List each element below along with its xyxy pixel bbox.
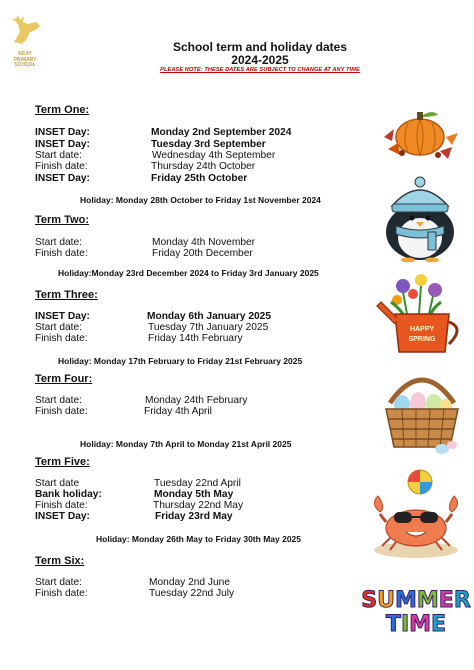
row-label: Start date: — [35, 577, 83, 588]
row-value: Monday 2nd June — [149, 577, 230, 588]
term-five-heading: Term Five: — [35, 456, 90, 468]
term-row — [35, 237, 256, 249]
term-two-heading: Term Two: — [35, 214, 89, 226]
term-row — [35, 322, 269, 334]
holiday-line: Holiday: Monday 17th February to Friday 21st February 2025 — [58, 356, 303, 366]
change-notice: PLEASE NOTE: THESE DATES ARE SUBJECT TO CHANGE AT ANY TIME — [160, 67, 360, 73]
term-three-heading: Term Three: — [35, 289, 98, 301]
term-row — [35, 489, 234, 501]
wordart-letter: S — [361, 588, 378, 613]
logo-line: PRIMARY — [13, 56, 37, 63]
term-one-heading: Term One: — [35, 104, 90, 116]
row-value: Monday 2nd September 2024 — [151, 127, 292, 138]
spring-watering-can-icon — [373, 272, 463, 358]
wordart-letter: U — [377, 588, 395, 613]
term-row — [35, 248, 253, 260]
term-row — [35, 333, 243, 345]
wordart-letter: T — [385, 612, 401, 637]
wordart-letter: E — [438, 588, 454, 613]
holiday-line: Holiday: Monday 7th April to Monday 21st April 2025 — [80, 439, 292, 449]
summer-time-wordart — [361, 588, 471, 638]
summer-crab-icon — [368, 466, 464, 560]
row-label: Start date — [35, 478, 80, 489]
time-word — [366, 612, 466, 638]
row-label: Finish date: — [35, 588, 88, 599]
row-value: Monday 24th February — [145, 395, 248, 406]
row-label: Start date: — [35, 150, 83, 161]
term-row — [35, 173, 248, 185]
row-value: Friday 4th April — [144, 406, 212, 417]
row-value: Tuesday 3rd September — [151, 139, 266, 150]
wordart-letter: E — [431, 612, 447, 637]
row-value: Monday 4th November — [152, 237, 256, 248]
easter-basket-icon — [382, 367, 462, 455]
row-value: Thursday 24th October — [151, 161, 256, 172]
wordart-letter: M — [394, 588, 417, 613]
row-label: Finish date: — [35, 333, 88, 344]
row-value: Tuesday 7th January 2025 — [148, 322, 269, 333]
term-row — [35, 511, 233, 523]
row-label: Start date: — [35, 395, 83, 406]
term-row — [35, 478, 241, 490]
row-label: Bank holiday: — [35, 489, 102, 500]
term-six-heading: Term Six: — [35, 555, 85, 567]
row-label: INSET Day: — [35, 311, 90, 322]
term-row — [35, 139, 266, 151]
autumn-pumpkin-icon — [378, 103, 464, 163]
wordart-letter: M — [409, 612, 432, 637]
term-row — [35, 311, 271, 323]
row-label: Finish date: — [35, 248, 88, 259]
row-value: Friday 14th February — [148, 333, 243, 344]
row-label: Start date: — [35, 237, 83, 248]
row-value: Friday 20th December — [152, 248, 253, 259]
winter-penguin-icon — [378, 176, 462, 262]
logo-line: REAY — [18, 51, 32, 57]
row-value: Tuesday 22nd July — [149, 588, 235, 599]
row-value: Monday 5th May — [154, 489, 234, 500]
term-row — [35, 395, 248, 407]
summer-word — [361, 588, 471, 614]
row-value: Wednesday 4th September — [152, 150, 276, 161]
row-label: Finish date: — [35, 161, 88, 172]
page-title: School term and holiday dates — [172, 40, 348, 54]
spring-sign-line: SPRING — [408, 336, 436, 343]
row-label: Finish date: — [35, 500, 88, 511]
logo-text — [10, 52, 40, 69]
term-row — [35, 577, 230, 589]
deer-logo-icon — [6, 10, 46, 50]
term-row — [35, 161, 256, 173]
wordart-letter: R — [453, 588, 471, 613]
spring-sign-line: HAPPY — [409, 326, 435, 333]
wordart-letter: M — [416, 588, 439, 613]
row-label: INSET Day: — [35, 139, 90, 150]
holiday-line: Holiday: Monday 28th October to Friday 1st November 2024 — [80, 195, 321, 205]
row-label: INSET Day: — [35, 127, 90, 138]
term-row — [35, 588, 235, 600]
term-row — [35, 150, 276, 162]
holiday-line: Holiday: Monday 26th May to Friday 30th May 2025 — [96, 534, 302, 544]
row-label: INSET Day: — [35, 511, 90, 522]
row-label: Finish date: — [35, 406, 88, 417]
row-value: Friday 25th October — [151, 173, 248, 184]
term-row — [35, 406, 212, 418]
row-value: Monday 6th January 2025 — [147, 311, 271, 322]
term-four-heading: Term Four: — [35, 373, 93, 385]
row-label: INSET Day: — [35, 173, 90, 184]
row-value: Friday 23rd May — [155, 511, 233, 522]
row-label: Start date: — [35, 322, 83, 333]
term-row — [35, 127, 292, 139]
holiday-line: Holiday:Monday 23rd December 2024 to Friday 3rd January 2025 — [58, 268, 319, 278]
logo-line: SCHOOL — [14, 62, 36, 68]
wordart-letter: I — [400, 612, 410, 637]
row-value: Tuesday 22nd April — [154, 478, 241, 489]
page-subtitle-years: 2024-2025 — [231, 53, 289, 67]
term-row — [35, 500, 244, 512]
row-value: Thursday 22nd May — [153, 500, 244, 511]
